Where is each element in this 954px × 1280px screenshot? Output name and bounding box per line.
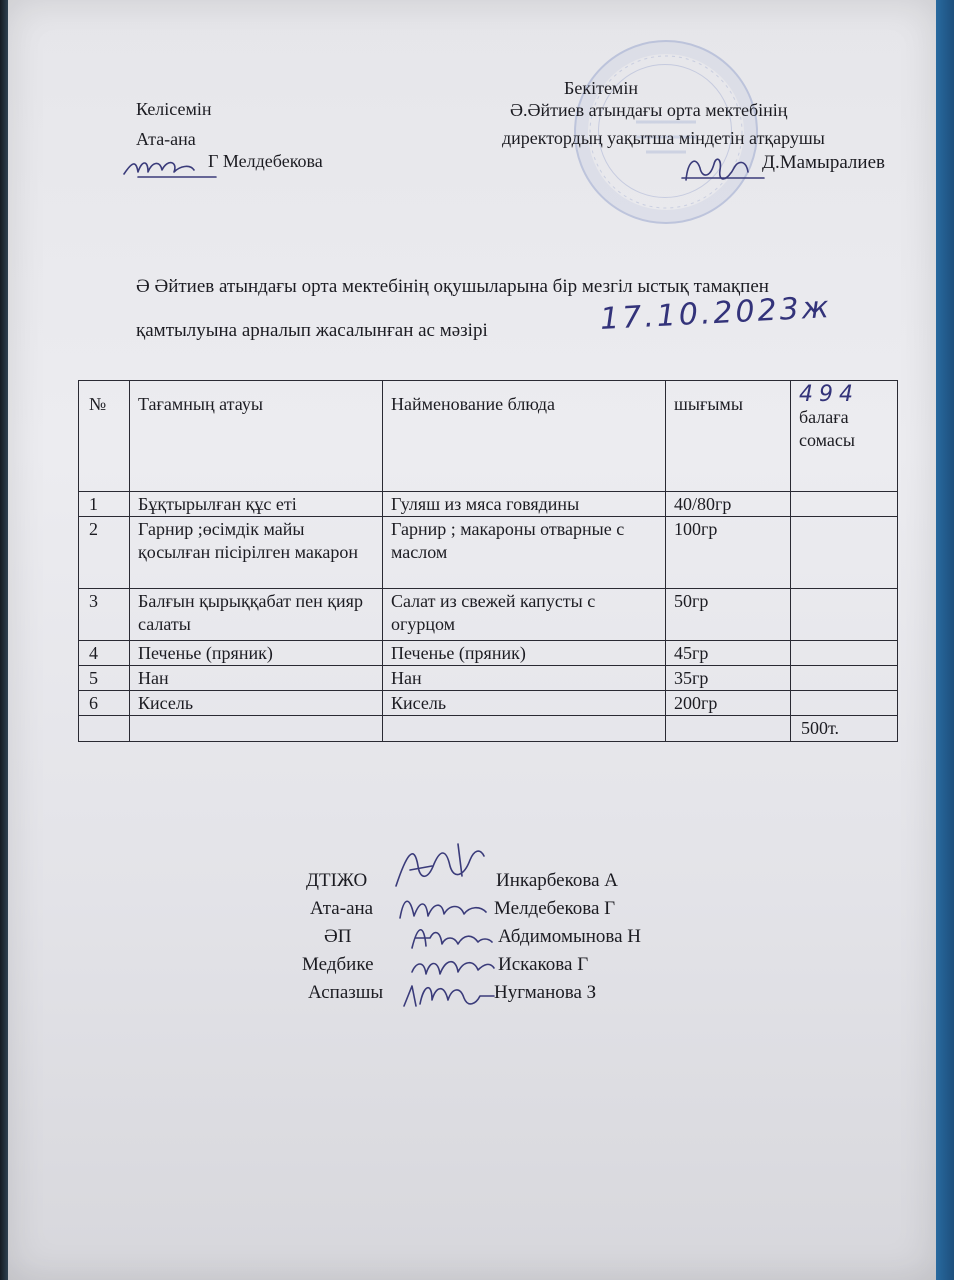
- header-price-line2: сомасы: [799, 430, 855, 450]
- menu-table: [78, 380, 898, 742]
- director-signature: [676, 150, 766, 190]
- table-total-row: [79, 716, 898, 742]
- row-portion: 50гр: [666, 589, 791, 641]
- row-portion: 40/80гр: [666, 492, 791, 517]
- row-price: [791, 641, 898, 666]
- row-price: [791, 691, 898, 716]
- header-price: [791, 381, 898, 492]
- director-name: Д.Мамыралиев: [762, 152, 885, 173]
- header-price-line1: балаға: [799, 407, 849, 427]
- header-portion: шығымы: [666, 381, 791, 492]
- table-row: [79, 517, 898, 589]
- total-price: 500т.: [791, 716, 898, 742]
- row-dish-kz: Кисель: [130, 691, 383, 716]
- row-number: 5: [79, 666, 130, 691]
- row-number: 2: [79, 517, 130, 589]
- row-dish-kz: Гарнир ;өсімдік майы қосылған пісірілген макарон: [130, 517, 383, 589]
- signer-role: Медбике: [302, 954, 374, 975]
- parent-role-label: Ата-ана: [136, 129, 196, 149]
- row-portion: 35гр: [666, 666, 791, 691]
- signer-role: ӘП: [324, 926, 352, 947]
- row-dish-ru: Гуляш из мяса говядины: [383, 492, 666, 517]
- header-dish-ru: Найменование блюда: [383, 381, 666, 492]
- row-dish-kz: Нан: [130, 666, 383, 691]
- table-row: [79, 589, 898, 641]
- row-portion: 45гр: [666, 641, 791, 666]
- total-empty-cell: [383, 716, 666, 742]
- agreed-label: Келісемін: [136, 99, 212, 119]
- row-number: 4: [79, 641, 130, 666]
- signature-5: [398, 974, 498, 1014]
- row-number: 3: [79, 589, 130, 641]
- row-number: 1: [79, 492, 130, 517]
- header-dish-kz: Тағамның атауы: [130, 381, 383, 492]
- signer-role: Ата-ана: [310, 898, 374, 919]
- signer-name: Мелдебекова Г: [494, 898, 616, 919]
- row-dish-ru: Гарнир ; макароны отварные с маслом: [383, 517, 666, 589]
- parent-name: Г Мелдебекова: [208, 151, 323, 171]
- row-dish-kz: Балғын қырыққабат пен қияр салаты: [130, 589, 383, 641]
- row-dish-kz: Печенье (пряник): [130, 641, 383, 666]
- row-number: 6: [79, 691, 130, 716]
- signer-name: Инкарбекова А: [496, 870, 619, 891]
- table-row: [79, 492, 898, 517]
- row-dish-ru: Салат из свежей капусты с огурцом: [383, 589, 666, 641]
- total-empty-cell: [666, 716, 791, 742]
- signer-role: Аспазшы: [308, 982, 384, 1003]
- header-number: №: [79, 381, 130, 492]
- signer-name: Абдимомынова Н: [498, 926, 642, 947]
- table-row: [79, 691, 898, 716]
- table-header-row: [79, 381, 898, 492]
- row-dish-ru: Кисель: [383, 691, 666, 716]
- row-price: [791, 492, 898, 517]
- row-portion: 200гр: [666, 691, 791, 716]
- parent-signature: [118, 148, 218, 184]
- row-dish-ru: Нан: [383, 666, 666, 691]
- total-empty-cell: [130, 716, 383, 742]
- menu-title-line2: қамтылуына арналып жасалынған ас мәзірі: [136, 320, 488, 341]
- signature-1: [388, 836, 498, 896]
- director-role-line: директордың уақытша міндетін атқарушы: [502, 128, 825, 148]
- total-empty-cell: [79, 716, 130, 742]
- row-price: [791, 589, 898, 641]
- row-price: [791, 517, 898, 589]
- handwritten-price: 494: [799, 382, 859, 407]
- handwritten-date: 17.10.2023ж: [599, 289, 833, 338]
- row-dish-kz: Бұқтырылған құс еті: [130, 492, 383, 517]
- signer-role: ДТІЖО: [306, 870, 368, 891]
- document-sheet: [8, 0, 936, 1280]
- table-row: [79, 641, 898, 666]
- row-dish-ru: Печенье (пряник): [383, 641, 666, 666]
- signer-name: Нугманова З: [494, 982, 597, 1003]
- menu-title-line1: Ә Әйтиев атындағы орта мектебінің оқушыларына бір мезгіл ыстық тамақпен: [136, 276, 769, 297]
- school-name-line: Ә.Әйтиев атындағы орта мектебінің: [510, 100, 788, 120]
- signer-name: Искакова Г: [498, 954, 589, 975]
- approved-label: Бекітемін: [564, 78, 638, 98]
- row-portion: 100гр: [666, 517, 791, 589]
- row-price: [791, 666, 898, 691]
- table-row: [79, 666, 898, 691]
